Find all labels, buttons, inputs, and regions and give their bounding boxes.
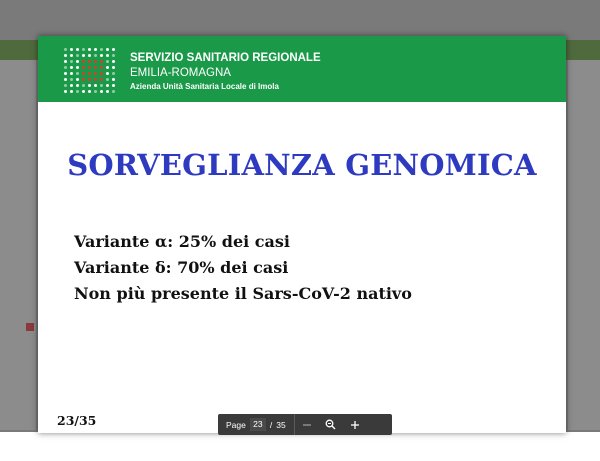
- logo-dot: [100, 60, 103, 63]
- org-name-line1: SERVIZIO SANITARIO REGIONALE: [130, 52, 321, 64]
- logo-dot: [94, 54, 97, 57]
- logo-dot: [106, 48, 109, 51]
- logo-dot: [64, 48, 67, 51]
- background-footer-area: [0, 432, 600, 461]
- page-indicator: [218, 414, 294, 435]
- logo-dot: [88, 48, 91, 51]
- zoom-in-button[interactable]: [343, 414, 367, 435]
- logo-dot: [64, 66, 67, 69]
- logo-dot: [112, 54, 115, 57]
- logo-dot: [64, 60, 67, 63]
- logo-dot: [88, 66, 91, 69]
- logo-dot: [106, 72, 109, 75]
- zoom-reset-button[interactable]: [319, 414, 343, 435]
- logo-dot: [76, 90, 79, 93]
- logo-dot: [100, 66, 103, 69]
- slide-body: [74, 229, 412, 307]
- zoom-out-button[interactable]: [295, 414, 319, 435]
- logo-dot: [94, 84, 97, 87]
- logo-dot: [94, 90, 97, 93]
- logo-dot: [112, 84, 115, 87]
- logo-dot: [70, 60, 73, 63]
- logo-dot: [94, 72, 97, 75]
- logo-dot: [76, 54, 79, 57]
- logo-dot: [64, 90, 67, 93]
- slide-line-native-virus: Non più presente il Sars-CoV-2 nativo: [74, 284, 412, 303]
- logo-dot: [112, 48, 115, 51]
- logo-dot: [82, 72, 85, 75]
- logo-dot: [100, 54, 103, 57]
- logo-dot: [106, 60, 109, 63]
- logo-dot: [64, 84, 67, 87]
- logo-dot: [82, 54, 85, 57]
- logo-dot: [82, 66, 85, 69]
- logo-dot: [82, 90, 85, 93]
- logo-dot: [94, 66, 97, 69]
- slide-title: SORVEGLIANZA GENOMICA: [67, 148, 537, 182]
- org-name-line3: Azienda Unità Sanitaria Locale di Imola: [130, 82, 279, 91]
- logo-dot: [112, 72, 115, 75]
- logo-dot: [76, 72, 79, 75]
- logo-dot: [64, 54, 67, 57]
- logo-dot: [76, 48, 79, 51]
- logo-dot: [88, 60, 91, 63]
- logo-dot: [82, 60, 85, 63]
- logo-dot: [70, 90, 73, 93]
- logo-dot: [64, 72, 67, 75]
- logo-dot: [106, 84, 109, 87]
- logo-dot: [70, 54, 73, 57]
- logo-dot: [112, 90, 115, 93]
- logo-dot: [82, 84, 85, 87]
- logo-dot: [70, 84, 73, 87]
- magnifier-icon: [325, 419, 336, 430]
- logo-dot: [106, 66, 109, 69]
- logo-dot: [88, 54, 91, 57]
- logo-dot: [94, 78, 97, 81]
- presentation-slide: [38, 36, 566, 433]
- background-left-column: [0, 60, 36, 430]
- logo-dot: [100, 90, 103, 93]
- logo-dot: [100, 48, 103, 51]
- slide-header-banner: [38, 36, 566, 102]
- logo-dot: [112, 60, 115, 63]
- slide-page-number: 23/35: [57, 413, 97, 428]
- logo-dot: [70, 72, 73, 75]
- logo-dot: [82, 78, 85, 81]
- total-pages-label: 35: [276, 419, 286, 430]
- logo-dot: [82, 48, 85, 51]
- minus-icon: [302, 420, 312, 430]
- logo-dot: [70, 66, 73, 69]
- logo-dot: [100, 84, 103, 87]
- page-word-label: Page: [226, 419, 246, 430]
- regional-health-logo-icon: [62, 46, 116, 94]
- logo-dot: [94, 60, 97, 63]
- logo-dot: [76, 78, 79, 81]
- logo-dot: [88, 72, 91, 75]
- logo-dot: [76, 66, 79, 69]
- current-page-input[interactable]: 23: [250, 418, 266, 431]
- logo-dot: [112, 66, 115, 69]
- logo-dot: [94, 48, 97, 51]
- logo-dot: [100, 72, 103, 75]
- org-name-line2: EMILIA-ROMAGNA: [130, 67, 231, 79]
- logo-dot: [100, 78, 103, 81]
- logo-dot: [88, 78, 91, 81]
- logo-dot: [76, 84, 79, 87]
- logo-dot: [64, 78, 67, 81]
- background-right-column: [568, 60, 600, 430]
- slide-line-alpha-variant: Variante α: 25% dei casi: [74, 232, 290, 251]
- plus-icon: [350, 420, 360, 430]
- page-separator: /: [269, 419, 273, 430]
- logo-dot: [76, 60, 79, 63]
- logo-dot: [88, 84, 91, 87]
- logo-dot: [112, 78, 115, 81]
- logo-dot: [70, 48, 73, 51]
- slide-line-delta-variant: Variante δ: 70% dei casi: [74, 258, 289, 277]
- logo-dot: [106, 54, 109, 57]
- background-red-icon: [26, 323, 34, 331]
- logo-dot: [106, 78, 109, 81]
- pdf-viewer-toolbar: [218, 414, 392, 435]
- logo-dot: [88, 90, 91, 93]
- logo-dot: [70, 78, 73, 81]
- logo-dot: [106, 90, 109, 93]
